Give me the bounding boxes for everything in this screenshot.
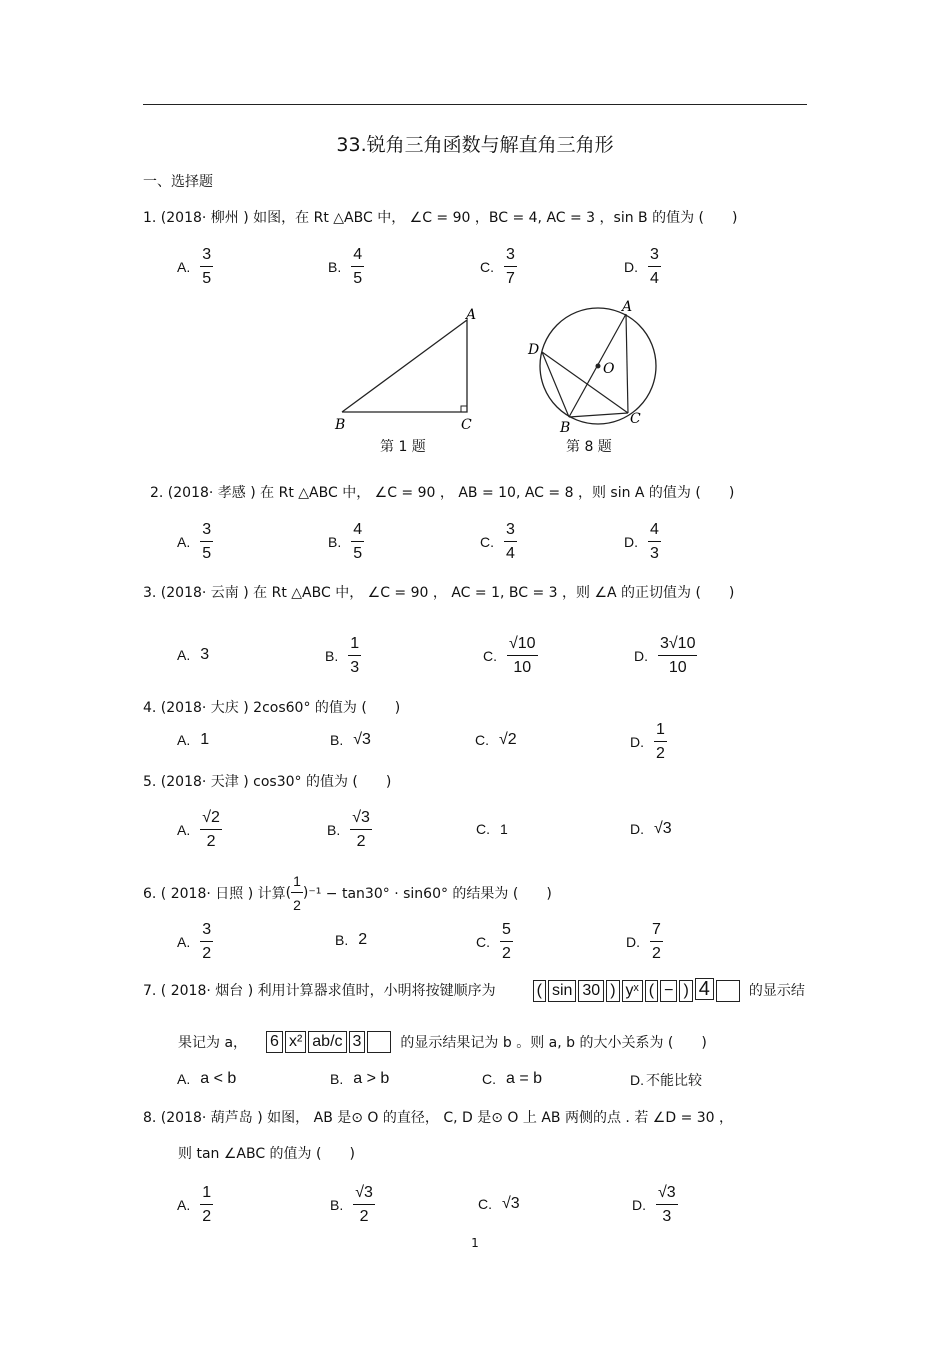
calc-key: (: [533, 980, 546, 1002]
calc-key: x²: [285, 1031, 306, 1053]
q6-option-c: C. $\frac{5}{2}$: [476, 921, 511, 962]
top-rule: [143, 104, 807, 105]
q7-option-d: D. 不能比较: [630, 1072, 702, 1089]
calc-key: (: [645, 980, 658, 1002]
q7-option-a: A. a < b: [177, 1070, 237, 1087]
q3-option-a: A. 3: [177, 646, 210, 663]
q6-option-a: A. $\frac{3}{2}$: [177, 921, 212, 962]
q1-option-c: C. $\frac{3}{7}$: [480, 246, 515, 287]
q5-option-c: C. 1: [476, 821, 508, 837]
calc-key: sin: [548, 980, 576, 1002]
calc-key: ): [606, 980, 619, 1002]
q1-option-b: B. $\frac{4}{5}$: [328, 246, 363, 287]
fig8-label-d: D: [528, 342, 540, 358]
calc-key-blank: [716, 980, 740, 1002]
page-number: 1: [471, 1236, 479, 1250]
question-7: 7. ( 2018· 烟台 ) 利用计算器求值时，小明将按键顺序为 ( sin 30 ) yˣ ( − ) 4 的显示结: [143, 978, 805, 1000]
q5-option-d: D. √3: [630, 820, 672, 837]
question-5: 5. (2018· 天津 ) cos30° 的值为 ( ): [143, 774, 392, 790]
section-heading: 一、选择题: [143, 174, 213, 190]
q3-option-d: D. $\frac{3√10}{10}$: [634, 635, 696, 676]
q2-option-a: A. $\frac{3}{5}$: [177, 521, 212, 562]
q2-option-d: D. $\frac{4}{3}$: [624, 521, 659, 562]
q7-option-b: B. a > b: [330, 1070, 390, 1087]
calc-key: ): [679, 980, 692, 1002]
q2-option-c: C. $\frac{3}{4}$: [480, 521, 515, 562]
fig8-label-c: C: [630, 411, 641, 427]
q4-option-c: C. √2: [475, 731, 517, 748]
q6-option-d: D. $\frac{7}{2}$: [626, 921, 661, 962]
q8-option-b: B. $\frac{√3}{2}$: [330, 1184, 373, 1225]
fig8-label-a: A: [622, 299, 633, 315]
q4-option-d: D. $\frac{1}{2}$: [630, 721, 665, 762]
fig8-label-o: O: [603, 361, 615, 377]
q2-option-b: B. $\frac{4}{5}$: [328, 521, 363, 562]
calc-key: 6: [266, 1031, 283, 1053]
question-3: 3. (2018· 云南 ) 在 Rt △ABC 中， ∠C = 90 ， AC = 1, BC = 3 ，则 ∠A 的正切值为 ( ): [143, 585, 735, 601]
q8-option-d: D. $\frac{√3}{3}$: [632, 1184, 676, 1225]
calc-key: yˣ: [622, 980, 643, 1002]
calc-key: 30: [578, 980, 604, 1002]
fig8-label-b: B: [560, 420, 571, 436]
calc-key: 4: [695, 978, 714, 1000]
question-7-line-2: 果记为 a， 6 x² ab/c 3 的显示结果记为 b 。则 a, b 的大小关系为 ( ): [178, 1033, 707, 1051]
page-title: 33.锐角三角函数与解直角三角形: [336, 134, 614, 156]
q3-option-c: C. $\frac{√10}{10}$: [483, 635, 536, 676]
q5-option-b: B. $\frac{√3}{2}$: [327, 809, 370, 850]
question-2: 2. (2018· 孝感 ) 在 Rt △ABC 中， ∠C = 90 ， AB = 10, AC = 8 ，则 sin A 的值为 ( ): [150, 485, 735, 501]
q5-option-a: A. $\frac{√2}{2}$: [177, 809, 220, 850]
q4-option-a: A. 1: [177, 731, 210, 748]
question-1: 1. (2018· 柳州 ) 如图，在 Rt △ABC 中， ∠C = 90 ，BC = 4, AC = 3 ，sin B 的值为 ( ): [143, 210, 738, 226]
q3-option-b: B. $\frac{1}{3}$: [325, 635, 360, 676]
fig1-label-a: A: [466, 307, 477, 323]
q4-option-b: B. √3: [330, 731, 371, 748]
q1-option-a: A. $\frac{3}{5}$: [177, 246, 212, 287]
q7-option-c: C. a = b: [482, 1070, 543, 1087]
question-8: 8. (2018· 葫芦岛 ) 如图， AB 是⊙ O 的直径， C, D 是⊙ O 上 AB 两侧的点 . 若 ∠D = 30 ，: [143, 1110, 734, 1126]
q6-option-b: B. 2: [335, 931, 368, 948]
calc-key: 3: [349, 1031, 366, 1053]
question-4: 4. (2018· 大庆 ) 2cos60° 的值为 ( ): [143, 700, 401, 716]
figure-1-caption: 第 1 题: [380, 439, 426, 455]
question-8-line-2: 则 tan ∠ABC 的值为 ( ): [178, 1146, 355, 1162]
calc-key: ab/c: [308, 1031, 346, 1053]
q8-option-a: A. $\frac{1}{2}$: [177, 1184, 212, 1225]
figure-8-caption: 第 8 题: [566, 439, 612, 455]
calc-key: −: [660, 980, 677, 1002]
question-6: 6. ( 2018· 日照 ) 计算 ( $\frac{1}{2}$ ) ⁻¹ − tan30° · sin60° 的结果为 ( ): [143, 873, 552, 913]
figure-8-circle: [520, 296, 670, 436]
calc-key-blank: [367, 1031, 391, 1053]
fig1-label-c: C: [461, 417, 472, 433]
q1-option-d: D. $\frac{3}{4}$: [624, 246, 659, 287]
fig1-label-b: B: [335, 417, 346, 433]
q8-option-c: C. √3: [478, 1195, 520, 1212]
